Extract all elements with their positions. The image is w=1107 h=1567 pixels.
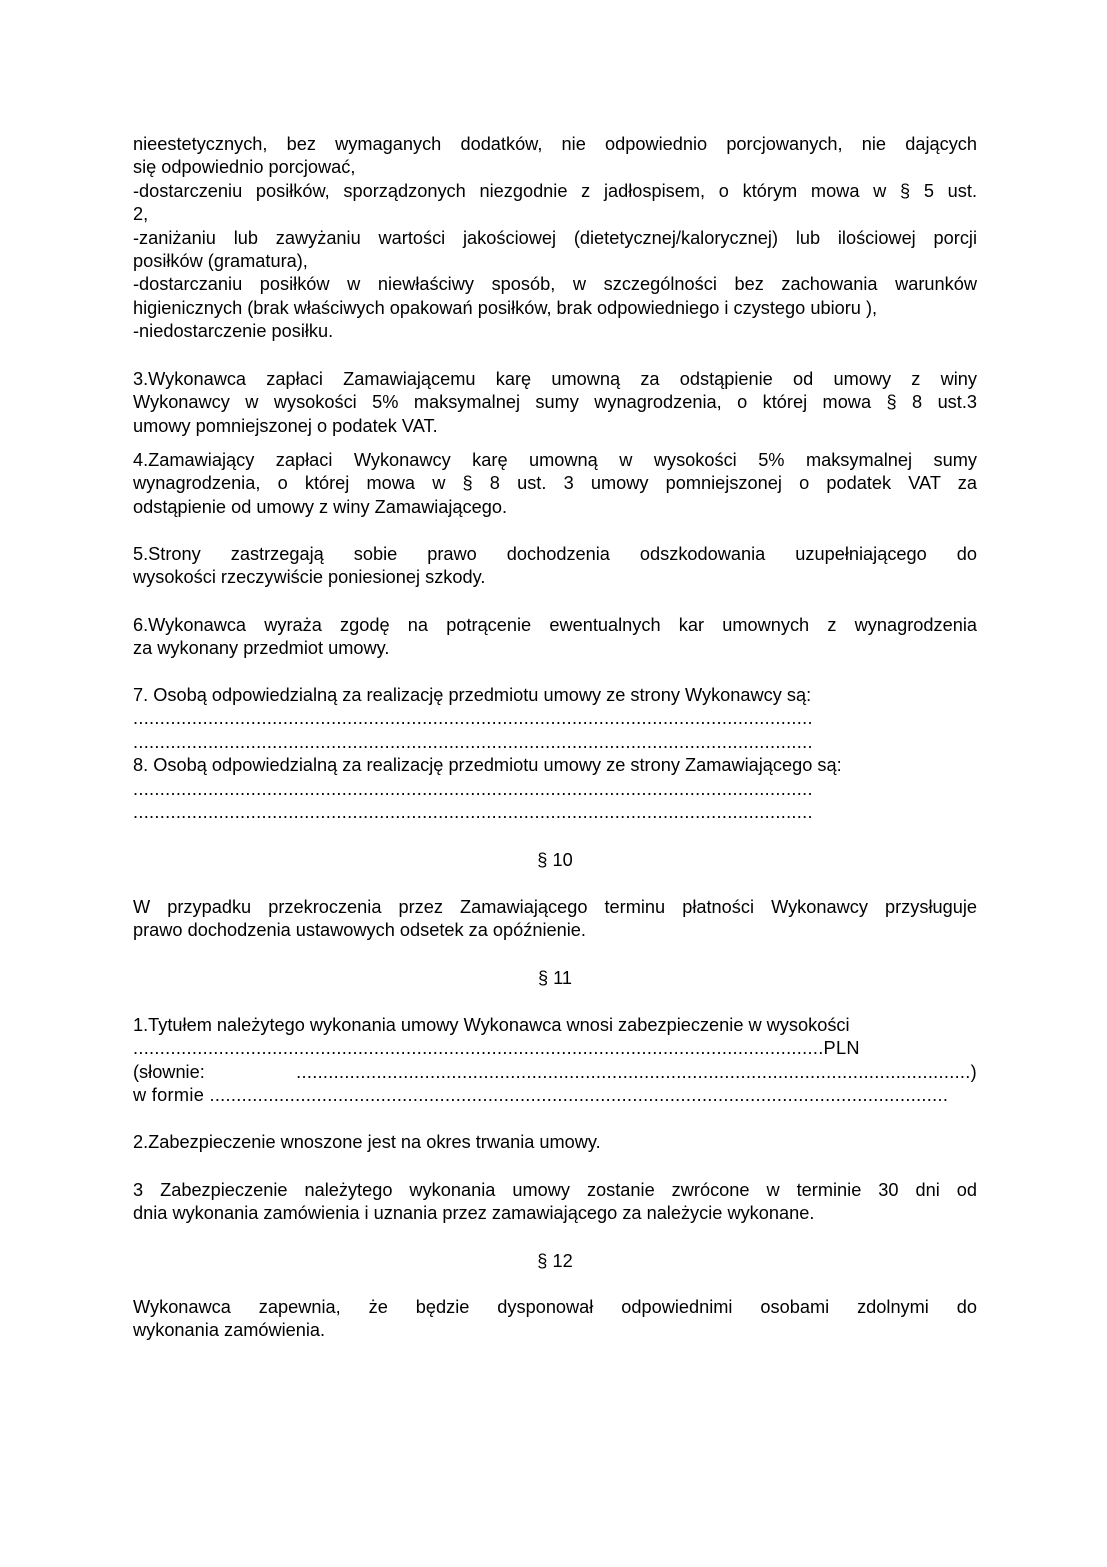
clause-7-8 [133, 684, 977, 824]
text-line: nieestetycznych, bez wymaganych dodatków, nie odpowiednio porcjowanych, nie dających [133, 134, 977, 154]
text-line: 5.Strony zastrzegają sobie prawo dochodzenia odszkodowania uzupełniającego do [133, 544, 977, 564]
section-12-heading: § 12 [537, 1251, 573, 1271]
section-11-heading: § 11 [537, 968, 573, 988]
text-line: 3 Zabezpieczenie należytego wykonania umowy zostanie zwrócone w terminie 30 dni od [133, 1180, 977, 1200]
clause-7-title: 7. Osobą odpowiedzialną za realizację przedmiotu umowy ze strony Wykonawcy są: [133, 685, 812, 705]
text-line: -zaniżaniu lub zawyżaniu wartości jakościowej (dietetycznej/kalorycznej) lub ilościowej porcji [133, 227, 977, 248]
text-line: higienicznych (brak właściwych opakowań posiłków, brak odpowiedniego i czystego ubioru ), [133, 297, 878, 318]
text-line: wysokości rzeczywiście poniesionej szkody. [133, 567, 486, 588]
section-11-clause-2 [133, 1131, 977, 1154]
text-line: umowy pomniejszonej o podatek VAT. [133, 415, 438, 436]
text-line: wykonania zamówienia. [133, 1320, 326, 1341]
text-line: posiłków (gramatura), [133, 251, 308, 272]
clause-4 [133, 449, 977, 519]
dotted-fill-line: ............................................................................................................................... [133, 802, 813, 823]
section-10-heading: § 10 [537, 850, 573, 870]
text-line: 2, [133, 204, 149, 225]
section-10-text [133, 896, 977, 943]
intro-paragraph [133, 133, 977, 344]
text-line: za wykonany przedmiot umowy. [133, 638, 390, 659]
section-11-clause-1 [133, 1014, 977, 1108]
section-12-text [133, 1296, 977, 1343]
text-line: Wykonawca zapewnia, że będzie dysponował odpowiednimi osobami zdolnymi do [133, 1297, 977, 1317]
text-line: odstąpienie od umowy z winy Zamawiającego. [133, 496, 508, 517]
clause-3 [133, 368, 977, 438]
slownie-dots: ..............................................................................................................................) [296, 1061, 977, 1082]
dotted-fill-line: ............................................................................................................................... [133, 731, 813, 752]
slownie-label: (słownie: [133, 1061, 205, 1082]
text-line: W przypadku przekroczenia przez Zamawiającego terminu płatności Wykonawcy przysługuje [133, 897, 977, 917]
clause-8-title: 8. Osobą odpowiedzialną za realizację przedmiotu umowy ze strony Zamawiającego są: [133, 755, 842, 776]
text-line: 2.Zabezpieczenie wnoszone jest na okres trwania umowy. [133, 1132, 601, 1152]
text-line: wynagrodzenia, o której mowa w § 8 ust. 3 umowy pomniejszonej o podatek VAT za [133, 473, 977, 494]
text-line: się odpowiednio porcjować, [133, 157, 356, 178]
text-line: prawo dochodzenia ustawowych odsetek za opóźnienie. [133, 920, 586, 941]
text-line: 3.Wykonawca zapłaci Zamawiającemu karę umowną za odstąpienie od umowy z winy [133, 369, 977, 389]
clause-5 [133, 543, 977, 590]
amount-pln-line: .................................................................................................................................PLN [133, 1038, 860, 1059]
dotted-fill-line: ............................................................................................................................... [133, 778, 813, 799]
forma-line: w formie .......................................................................................................................................... [133, 1085, 949, 1106]
text-line: 1.Tytułem należytego wykonania umowy Wykonawca wnosi zabezpieczenie w wysokości [133, 1015, 850, 1035]
text-line: dnia wykonania zamówienia i uznania przez zamawiającego za należycie wykonane. [133, 1203, 815, 1224]
slownie-line [133, 1061, 977, 1084]
section-11-clause-3 [133, 1179, 977, 1226]
dotted-fill-line: ............................................................................................................................... [133, 708, 813, 729]
text-line: 4.Zamawiający zapłaci Wykonawcy karę umowną w wysokości 5% maksymalnej sumy [133, 450, 977, 470]
text-line: -dostarczaniu posiłków w niewłaściwy sposób, w szczególności bez zachowania warunków [133, 274, 977, 295]
text-line: 6.Wykonawca wyraża zgodę na potrącenie ewentualnych kar umownych z wynagrodzenia [133, 615, 977, 635]
clause-6 [133, 614, 977, 661]
text-line: -niedostarczenie posiłku. [133, 321, 334, 342]
text-line: Wykonawcy w wysokości 5% maksymalnej sumy wynagrodzenia, o której mowa § 8 ust.3 [133, 392, 977, 413]
text-line: -dostarczeniu posiłków, sporządzonych niezgodnie z jadłospisem, o którym mowa w § 5 ust. [133, 180, 977, 201]
